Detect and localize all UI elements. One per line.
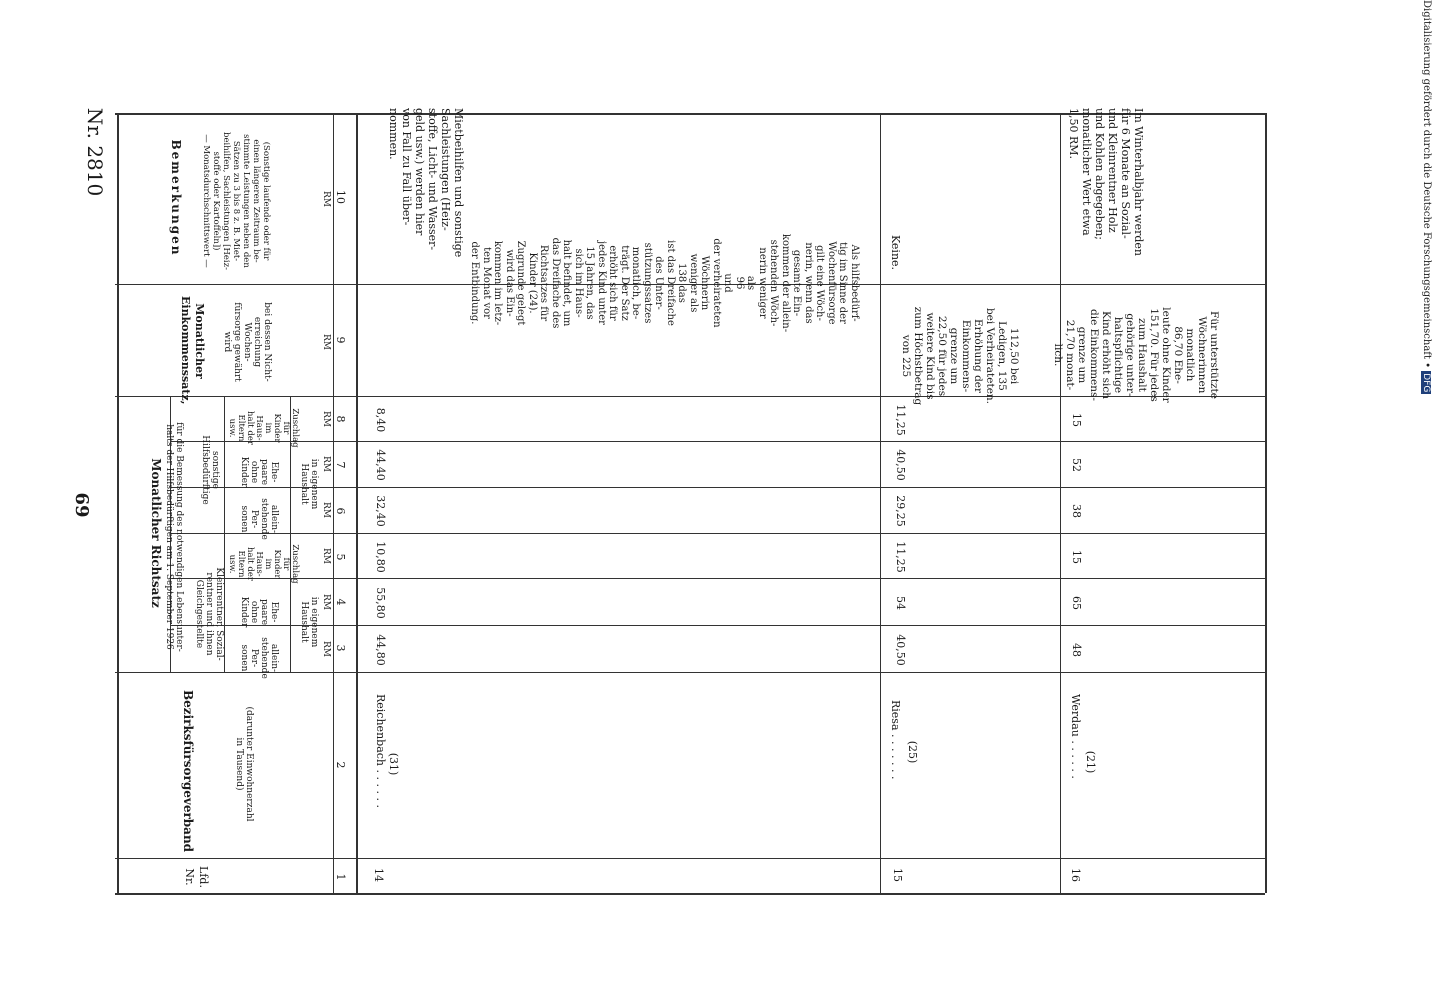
row-14-bemerkungen: Mietbeihilfen und sonstige Sachleistungen (Heiz- stoffe, Licht- und Wasser- geld usw.) werden hier von Fall zu Fall über- nommen. [387,108,465,258]
row-15-bemerkungen: Keine. [889,235,902,271]
row-16-v4: 65 [1070,596,1083,610]
header-bemerkungen-title: Bemerkungen [169,139,183,257]
colnum-4: 4 [334,598,347,606]
header-eigener-haushalt-b: in eigenem Haushalt [299,458,319,510]
row-15-v6: 29,25 [894,495,907,527]
header-verband-sub: (darunter Einwohnerzahl in Tausend) [234,706,254,822]
header-alleinstehende-b: allein- stehende Per- sonen [239,498,279,540]
header-line-col4 [170,578,1265,579]
row-14-verband: Reichenbach . . . . . . [374,694,387,808]
row-14-einkommenssatz: Als hilfsbedürf- tig im Sinne der Wochenfürsorge gilt eine Wöch- nerin, wenn das gesamte Ein- kommen der allein- stehenden Wöch- nerin weniger als 96 und der verheirateten Wöchnerin weniger als 138 das ist das Dreifache des Unter- stützungssatzes monatlich, be- trägt. Der Satz erhöht sich für jedes Kind unter 15 Jahren, das sich im Haus- halt befindet, um das Dreifache des Richtsatzes für Kinder (24). Zugrunde gelegt wird das Ein- kommen im letz- ten Monat vor der Entbindung. [469,233,860,333]
table-right-border [1265,113,1267,893]
row-14-v4: 55,80 [374,587,387,619]
header-zuschlag-b: Zuschlag für Kinder im Haus- halt der Eltern usw. [227,408,300,448]
row-16-v8: 15 [1070,413,1083,427]
colnum-1: 1 [334,873,347,881]
header-ehepaare-a: Ehe- paare ohne Kinder [239,596,279,628]
row-15-v8: 11,25 [894,404,907,436]
header-bemerkungen-sub: (Sonstige laufende oder für einen längeren Zeitraum be- stimmte Leistungen neben den Sätzen zu 3 bis 8 z. B. Miet- beihilfen, Sachleistungen [Heiz- stoffe oder Kartoffeln]) — Monatsdurchschnittswert — [201,132,271,270]
header-line-col5 [170,533,1265,534]
page-number: 69 [71,492,92,518]
row-15-v7: 40,50 [894,449,907,481]
dfg-logo: DFG [1421,373,1431,393]
header-subgroup-a: Kleinrentner, Sozial- rentner und ihnen Gleichgestellte [194,567,224,661]
row-16-lfd: 16 [1069,868,1082,882]
colnum-3: 3 [334,644,347,652]
header-line-col7 [170,441,1265,442]
row-14-v6: 32,40 [374,495,387,527]
row-15-lfd: 15 [891,868,904,882]
header-line-col6 [170,487,1265,488]
row-14-v3: 44,80 [374,634,387,666]
colnum-7: 7 [334,461,347,469]
colnum-6: 6 [334,507,347,515]
row-16-v3: 48 [1070,643,1083,657]
row-16-v5: 15 [1070,550,1083,564]
unit-col10: RM [321,191,331,207]
row-15-v5: 11,25 [894,541,907,573]
row15-divider [880,113,881,893]
header-group-title: Monatlicher Richtsatz [149,458,163,608]
row-15-v4: 54 [894,596,907,610]
row-15-einkommenssatz: 112,50 bei Ledigen, 135 bei Verheirateten. Erhöhung der Einkommens- grenze um 22,50 für jedes weitere Kind bis zum Höchstbetrag von 225 [900,306,1020,406]
header-group-sub: für die Bemessung des notwendigen Lebensunter- halts der Hilfsbedürftigen am 1. September 1926 [164,422,184,652]
colnum-5: 5 [334,553,347,561]
row-14-v8: 8,40 [374,407,387,433]
unit-col7: RM [321,456,331,472]
header-line-col2 [115,672,1265,673]
row-16-v6: 38 [1070,504,1083,518]
table-left-border [117,113,119,893]
header-zuschlag-a: Zuschlag für Kinder im Haus- halt der Eltern usw. [227,544,300,584]
header-einkommenssatz-title: Monatlicher Einkommenssatz, [179,296,206,405]
row-16-einkommenssatz: Für unterstützte Wöchnerinnen monatlich 86,70 Ehe- leute ohne Kinder 151,70. Für jedes zum Haushalt gehörige unter- haltspflichtige Kind erhöht sich die Einkommens- grenze um 21,70 monat- lich. [1052,307,1220,403]
subgroup-divider [224,396,225,672]
unit-col8: RM [321,411,331,427]
header-line-col3 [170,625,1265,626]
unit-col4: RM [321,594,331,610]
row-14-einwohner: (31) [387,752,400,776]
colnum-8: 8 [334,415,347,423]
row-15-v3: 40,50 [894,634,907,666]
row-16-bemerkungen: Im Winterhalbjahr werden für 6 Monate an Sozial- und Kleinrentner Holz und Kohlen abgegeben; monatlicher Wert etwa 1,50 RM. [1067,108,1145,257]
header-subgroup-b: sonstige Hilfsbedürftige [200,435,220,505]
table-bottom-line [115,893,1265,895]
header-line-col1 [115,858,1265,859]
row-14-v7: 44,40 [374,449,387,481]
header-einkommenssatz-sub: bei dessen Nicht- erreichung Wochen- fürsorge gewährt wird [222,302,272,382]
header-ehepaare-b: Ehe- paare ohne Kinder [239,456,279,488]
colnum-10: 10 [334,190,347,204]
document-number: Nr. 2810 [83,107,107,197]
header-eigener-haushalt-a: in eigenem Haushalt [299,596,319,648]
colnum-9: 9 [334,336,347,344]
unit-col3: RM [321,641,331,657]
row-15-einwohner: (25) [906,740,919,764]
unit-col9: RM [321,334,331,350]
unit-col6: RM [321,502,331,518]
row-15-verband: Riesa . . . . . . . [889,700,902,780]
header-alleinstehende-a: allein- stehende Per- sonen [239,637,279,679]
header-lfd-nr: Lfd. Nr. [183,866,210,888]
digitization-note-text: Digitalisierung gefördert durch die Deutsche Forschungsgemeinschaft • [1421,0,1432,369]
unit-col5: RM [321,548,331,564]
header-verband-title: Bezirksfürsorgeverband [181,690,195,853]
row-16-einwohner: (21) [1084,750,1097,774]
row-16-v7: 52 [1070,458,1083,472]
row-14-v5: 10,80 [374,541,387,573]
row16-divider [1060,113,1061,893]
digitization-note [1418,0,1432,400]
body-start-divider [356,113,358,893]
row-14-lfd: 14 [372,868,385,882]
colnum-2: 2 [334,761,347,769]
row-16-verband: Werdau . . . . . . [1069,694,1082,779]
